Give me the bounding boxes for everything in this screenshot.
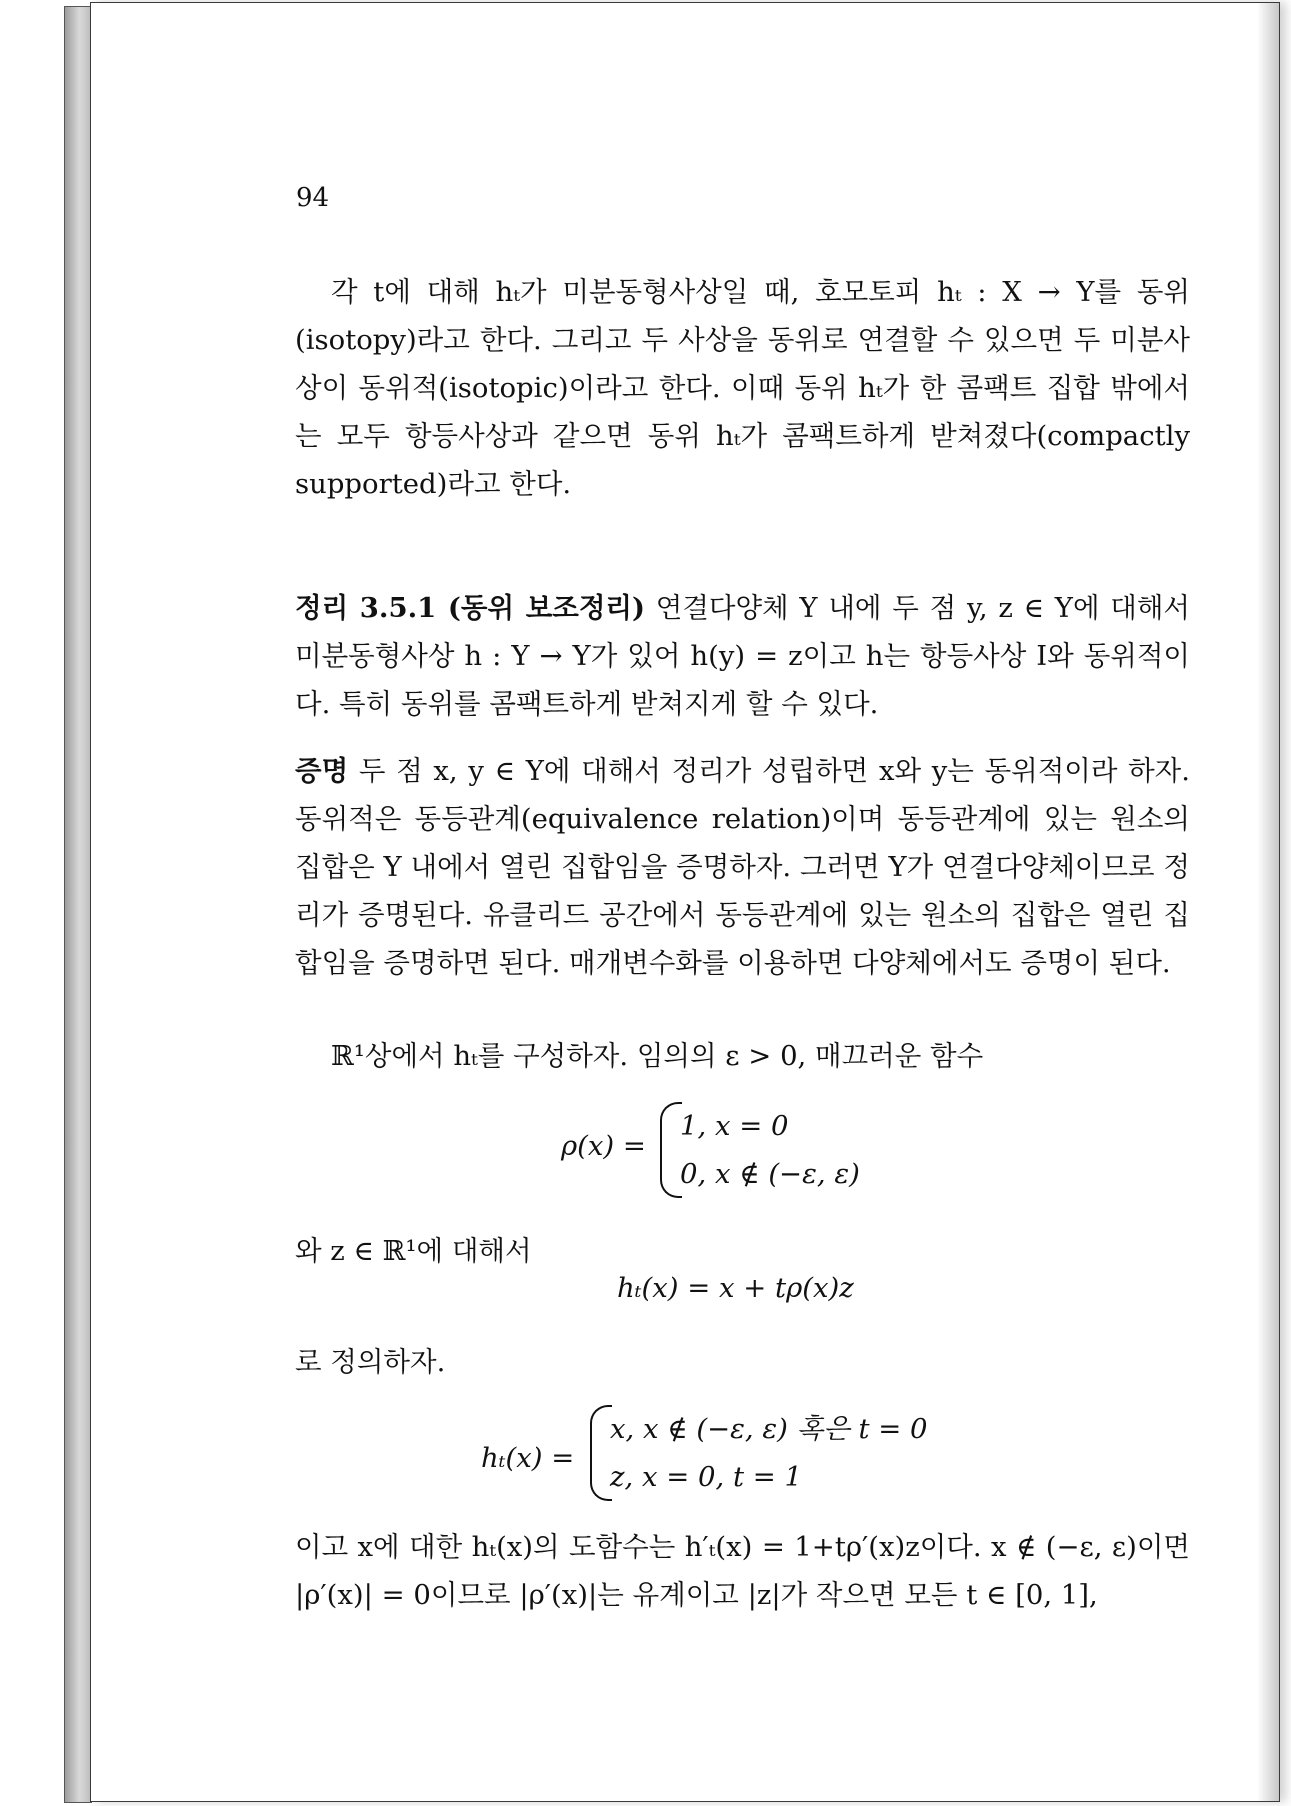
proof-label: 증명 bbox=[295, 755, 349, 787]
book-spine bbox=[64, 6, 92, 1803]
rho-case-1: 1, x = 0 bbox=[680, 1110, 789, 1142]
theorem-body: 연결다양체 Y 내에 두 점 y, z ∈ Y에 대해서 미분동형사상 h : Y → Y가 있어 h(y) = z이고 h는 항등사상 I와 동위적이다. 특히 동위를 콤팩트하게 받쳐지게 할 수 있다. bbox=[295, 592, 1190, 720]
theorem-paragraph bbox=[295, 584, 1190, 728]
ht-case-1: x, x ∉ (−ε, ε) 혹은 t = 0 bbox=[610, 1413, 928, 1445]
ht-brace bbox=[590, 1405, 612, 1501]
ht-definition-formula: hₜ(x) = x + tρ(x)z bbox=[617, 1272, 854, 1304]
rho-formula-lhs: ρ(x) = bbox=[561, 1130, 646, 1162]
rho-case-2: 0, x ∉ (−ε, ε) bbox=[680, 1158, 860, 1190]
derivative-paragraph: 이고 x에 대한 hₜ(x)의 도함수는 h′ₜ(x) = 1+tρ′(x)z이다. x ∉ (−ε, ε)이면 |ρ′(x)| = 0이므로 |ρ′(x)|는 유계이고 |z|가 작으면 모든 t ∈ [0, 1], bbox=[295, 1531, 1190, 1611]
page-number: 94 bbox=[296, 183, 330, 213]
ht-formula-cases bbox=[610, 1405, 928, 1501]
ht-case-2: z, x = 0, t = 1 bbox=[610, 1461, 803, 1493]
and-z-paragraph: 와 z ∈ ℝ¹에 대해서 bbox=[295, 1235, 532, 1267]
construct-paragraph: ℝ¹상에서 hₜ를 구성하자. 임의의 ε > 0, 매끄러운 함수 bbox=[331, 1040, 984, 1072]
theorem-label: 정리 3.5.1 (동위 보조정리) bbox=[295, 592, 645, 624]
intro-paragraph: 각 t에 대해 hₜ가 미분동형사상일 때, 호모토피 hₜ : X → Y를 동위(isotopy)라고 한다. 그리고 두 사상을 동위로 연결할 수 있으면 두 미분사상이 동위적(isotopic)이라고 한다. 이때 동위 hₜ가 한 콤팩트 집합 밖에서는 모두 항등사상과 같으면 동위 hₜ가 콤팩트하게 받쳐졌다(compactly supported)라고 한다. bbox=[295, 276, 1190, 500]
proof-paragraph bbox=[295, 747, 1190, 987]
page-edge-shadow bbox=[1257, 3, 1279, 1801]
rho-formula-cases bbox=[680, 1102, 860, 1198]
ht-formula-lhs: hₜ(x) = bbox=[481, 1442, 575, 1474]
define-paragraph: 로 정의하자. bbox=[295, 1346, 446, 1378]
proof-body: 두 점 x, y ∈ Y에 대해서 정리가 성립하면 x와 y는 동위적이라 하자. 동위적은 동등관계(equivalence relation)이며 동등관계에 있는 원소의 집합은 Y 내에서 열린 집합임을 증명하자. 그러면 Y가 연결다양체이므로 정리가 증명된다. 유클리드 공간에서 동등관계에 있는 원소의 집합은 열린 집합임을 증명하면 된다. 매개변수화를 이용하면 다양체에서도 증명이 된다. bbox=[295, 755, 1190, 979]
rho-brace bbox=[660, 1102, 682, 1198]
